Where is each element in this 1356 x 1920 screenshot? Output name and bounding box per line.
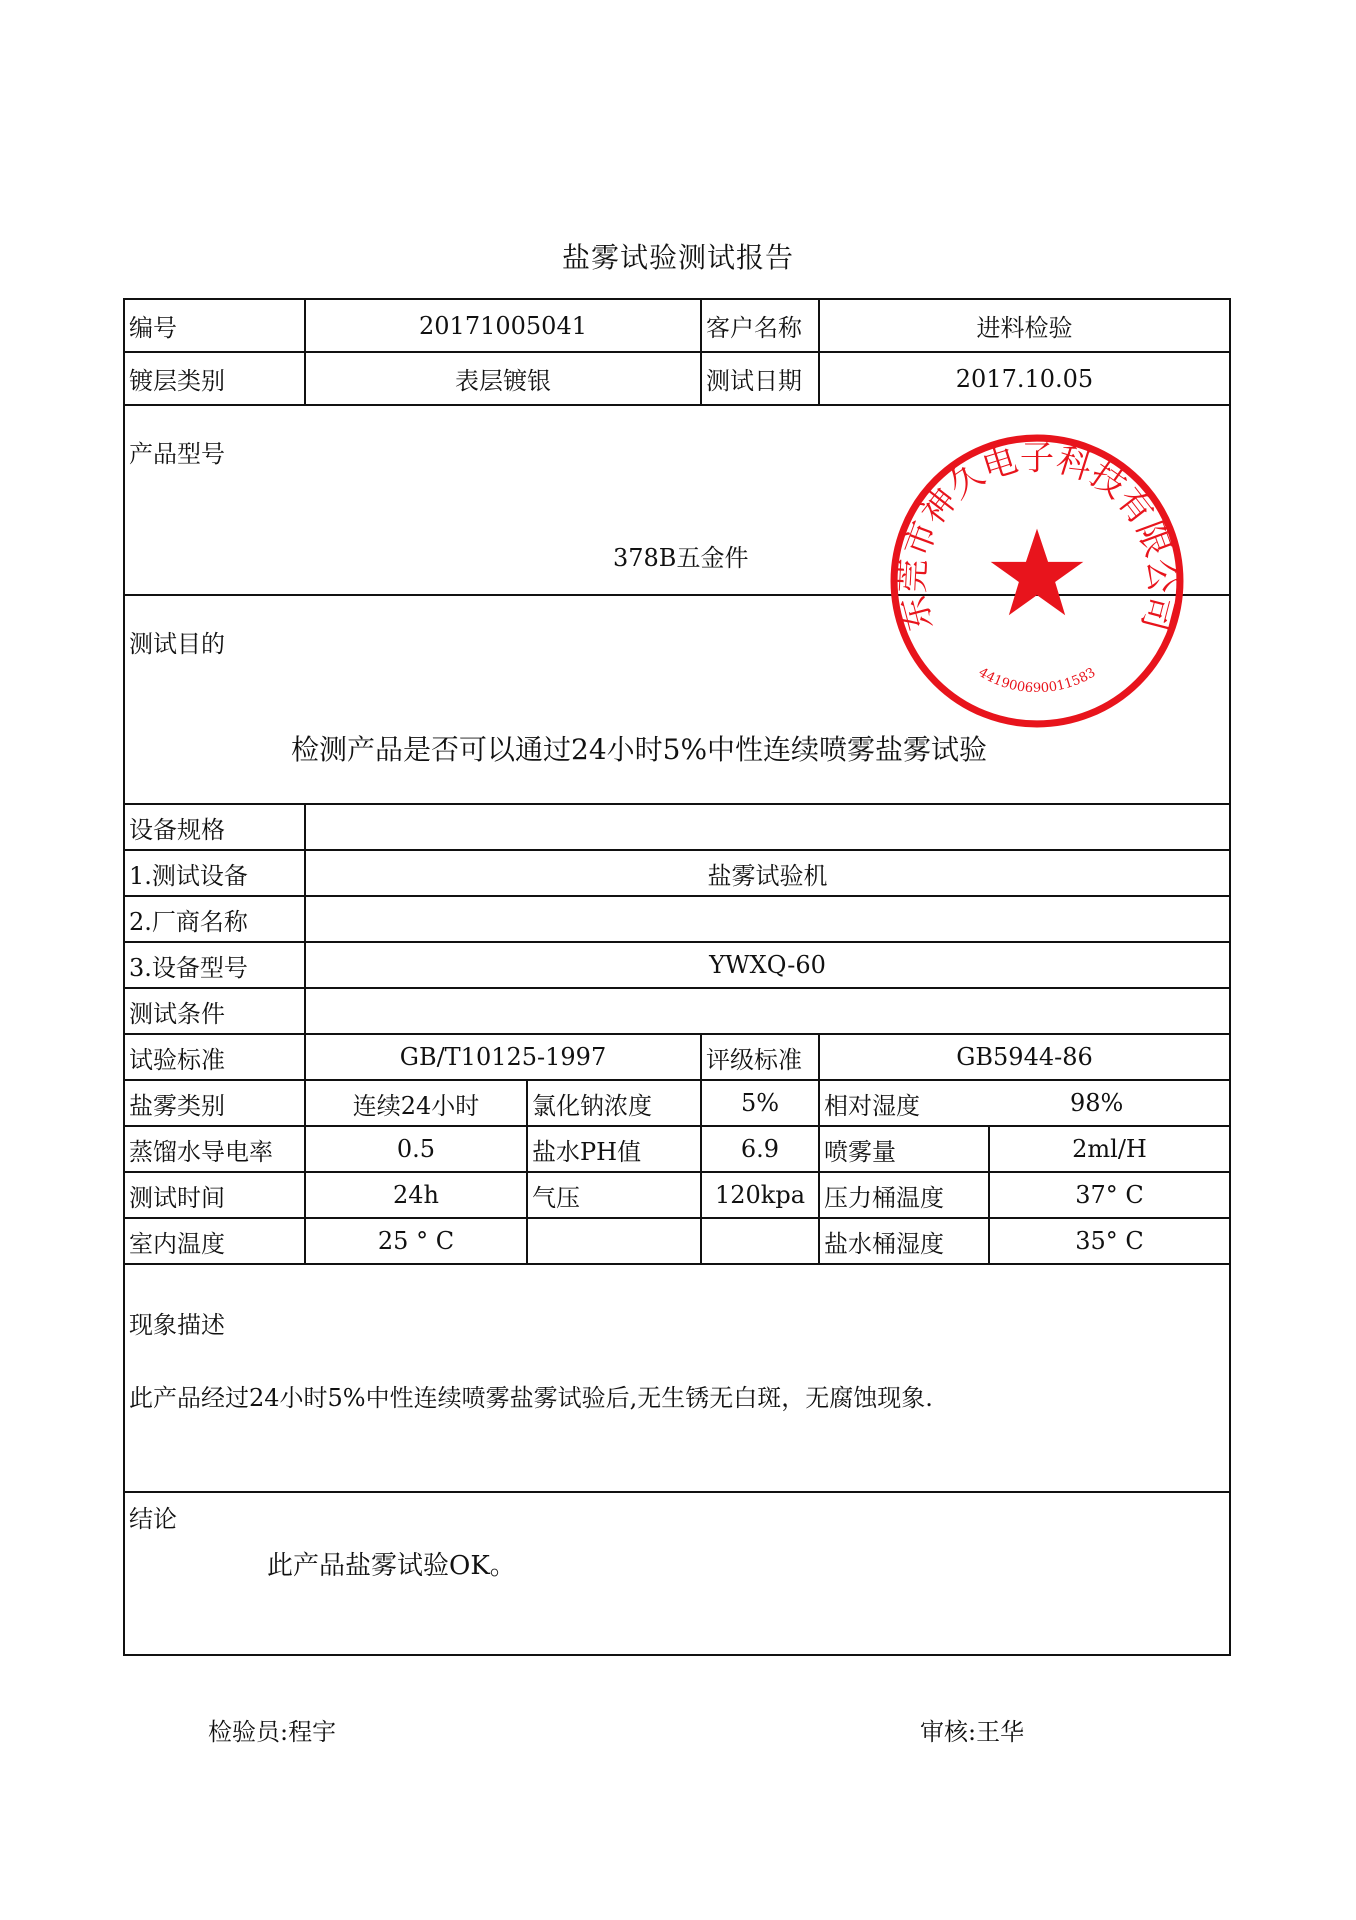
condition-value: 0.5 bbox=[305, 1126, 527, 1172]
condition-label: 压力桶温度 bbox=[819, 1172, 989, 1218]
product-value: 378B五金件 bbox=[613, 544, 749, 572]
equipment-row bbox=[124, 942, 1230, 988]
product-cell bbox=[124, 405, 1230, 595]
phenomenon-section bbox=[124, 1264, 1230, 1492]
equipment-label: 3.设备型号 bbox=[124, 942, 305, 988]
condition-value: 120kpa bbox=[701, 1172, 819, 1218]
equipment-section-label: 设备规格 bbox=[124, 804, 305, 850]
condition-label: 气压 bbox=[527, 1172, 701, 1218]
reviewer-signature: 审核:王华 bbox=[920, 1718, 1025, 1746]
condition-label: 盐水桶湿度 bbox=[819, 1218, 989, 1264]
condition-label: 相对湿度 bbox=[824, 1091, 920, 1120]
phenomenon-cell bbox=[124, 1264, 1230, 1492]
condition-label: 盐水PH值 bbox=[527, 1126, 701, 1172]
condition-row bbox=[124, 1218, 1230, 1264]
purpose-cell bbox=[124, 595, 1230, 804]
seal-code-text: 441900690011583 bbox=[975, 665, 1099, 697]
standards-row bbox=[124, 1034, 1230, 1080]
condition-value: 6.9 bbox=[701, 1126, 819, 1172]
condition-label: 蒸馏水导电率 bbox=[124, 1126, 305, 1172]
equipment-section-row bbox=[124, 804, 1230, 850]
header-row-coating bbox=[124, 352, 1230, 405]
condition-value bbox=[701, 1218, 819, 1264]
condition-row bbox=[124, 1080, 1230, 1126]
phenomenon-label: 现象描述 bbox=[129, 1311, 225, 1339]
conditions-section-row bbox=[124, 988, 1230, 1034]
rating-label: 评级标准 bbox=[701, 1034, 819, 1080]
equipment-label: 1.测试设备 bbox=[124, 850, 305, 896]
condition-value: 连续24小时 bbox=[305, 1080, 527, 1126]
condition-value: 35° C bbox=[989, 1218, 1230, 1264]
condition-row bbox=[124, 1126, 1230, 1172]
phenomenon-value: 此产品经过24小时5%中性连续喷雾盐雾试验后,无生锈无白斑，无腐蚀现象. bbox=[129, 1384, 933, 1412]
condition-value: 24h bbox=[305, 1172, 527, 1218]
report-table bbox=[123, 298, 1231, 1656]
number-label: 编号 bbox=[124, 299, 305, 352]
conclusion-label: 结论 bbox=[129, 1505, 177, 1533]
condition-label: 室内温度 bbox=[124, 1218, 305, 1264]
purpose-value: 检测产品是否可以通过24小时5%中性连续喷雾盐雾试验 bbox=[291, 733, 988, 766]
report-title: 盐雾试验测试报告 bbox=[561, 241, 794, 274]
equipment-row bbox=[124, 896, 1230, 942]
customer-label: 客户名称 bbox=[701, 299, 819, 352]
condition-value: 25 ° C bbox=[305, 1218, 527, 1264]
conclusion-section bbox=[124, 1492, 1230, 1655]
condition-label: 氯化钠浓度 bbox=[527, 1080, 701, 1126]
condition-label: 测试时间 bbox=[124, 1172, 305, 1218]
purpose-label: 测试目的 bbox=[129, 630, 225, 658]
condition-label bbox=[527, 1218, 701, 1264]
purpose-section bbox=[124, 595, 1230, 804]
conclusion-cell bbox=[124, 1492, 1230, 1655]
header-row-number bbox=[124, 299, 1230, 352]
conditions-section-empty bbox=[305, 988, 1230, 1034]
product-label: 产品型号 bbox=[129, 440, 225, 468]
humidity-cell bbox=[819, 1080, 1230, 1126]
conditions-section-label: 测试条件 bbox=[124, 988, 305, 1034]
condition-label: 喷雾量 bbox=[819, 1126, 989, 1172]
seal-company-text: 东莞市神久电子科技有限公司 bbox=[892, 438, 1182, 635]
standard-value: GB/T10125-1997 bbox=[305, 1034, 701, 1080]
equipment-label: 2.厂商名称 bbox=[124, 896, 305, 942]
rating-value: GB5944-86 bbox=[819, 1034, 1230, 1080]
equipment-row bbox=[124, 850, 1230, 896]
condition-row bbox=[124, 1172, 1230, 1218]
conclusion-value: 此产品盐雾试验OK。 bbox=[267, 1551, 516, 1581]
date-value: 2017.10.05 bbox=[819, 352, 1230, 405]
number-value: 20171005041 bbox=[305, 299, 701, 352]
product-section bbox=[124, 405, 1230, 595]
equipment-value bbox=[305, 896, 1230, 942]
coating-label: 镀层类别 bbox=[124, 352, 305, 405]
condition-label: 盐雾类别 bbox=[124, 1080, 305, 1126]
inspector-signature: 检验员:程宇 bbox=[208, 1718, 337, 1746]
condition-value: 37° C bbox=[989, 1172, 1230, 1218]
standard-label: 试验标准 bbox=[124, 1034, 305, 1080]
equipment-section-empty bbox=[305, 804, 1230, 850]
equipment-value: 盐雾试验机 bbox=[305, 850, 1230, 896]
condition-value: 98% bbox=[1070, 1089, 1124, 1117]
condition-value: 5% bbox=[701, 1080, 819, 1126]
equipment-value: YWXQ-60 bbox=[305, 942, 1230, 988]
coating-value: 表层镀银 bbox=[305, 352, 701, 405]
customer-value: 进料检验 bbox=[819, 299, 1230, 352]
condition-value: 2ml/H bbox=[989, 1126, 1230, 1172]
date-label: 测试日期 bbox=[701, 352, 819, 405]
